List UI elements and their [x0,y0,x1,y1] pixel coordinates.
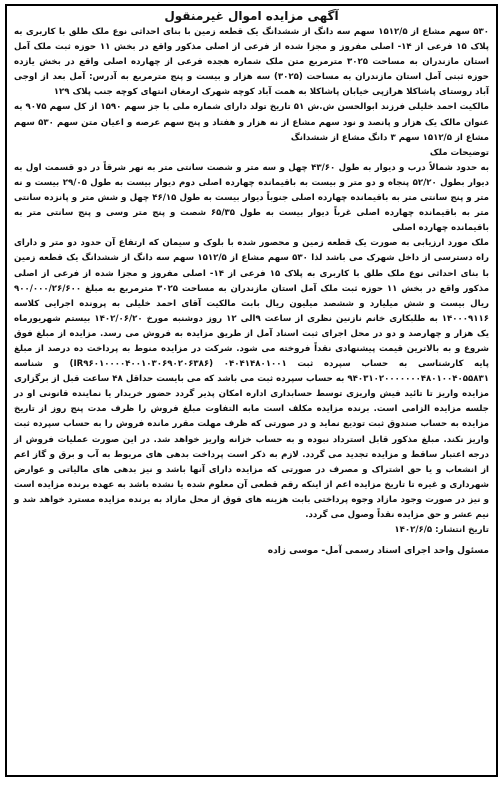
property-intro: ۵۳۰ سهم مشاع از ۱۵۱۲/۵ سهم سه دانگ از ششدانگ یک قطعه زمین با بنای احداثی نوع ملک طلق با کاربری به پلاک ۱۵ فرعی از ۱۴- اصلی مفروز و مجزا شده از فرعی از اصلی مذکور واقع در بخش ۱۱ حوزه ثبت ملک آمل استان مازندران به مساحت ۳۰۲۵ مترمربع متن ملک شماره هجده فرعی از چهارده اصلی واقع در بخش یازده حوزه ثبتی آمل استان مازندران به مساحت (۳۰۲۵) سه هزار و بیست و پنج مترمربع به آدرس: آمل بعد از اوجی آباد روستای پاشاکلا هرازپی خیابان پاشاکلا به همت آباد کوچه شهرک ارمغان انتهای کوچه جنب پلاک ۱۲۹ [14,27,489,98]
publication-date: تاریخ انتشار: ۱۴۰۲/۶/۵ [394,525,489,536]
notice-title: آگهی مزایده اموال غیرمنقول [164,9,339,23]
auction-terms: ملک مورد ارزیابی به صورت یک قطعه زمین و محصور شده با بلوک و سیمان که ارتفاع آن حدود دو متر و دارای راه دسترسی از داخل شهرک می باشد لذا ۵۳۰ سهم مشاع از ۱۵۱۲/۵ سهم سه دانگ از ششدانگ یک قطعه زمین با بنای احداثی نوع ملک طلق با کاربری به پلاک ۱۵ فرعی از ۱۴- اصلی مفروز و مجزا شده از فرعی از اصلی مذکور واقع در بخش ۱۱ حوزه ثبت ملک آمل استان مازندران به مساحت ۳۰۲۵ مترمربع به مبلغ ۹۰۰/۰۰۰/۲۶/۶۰۰ ریال بیست و شش میلیارد و ششصد میلیون ریال بابت مالکیت آقای احمد خلیلی به پرونده اجرایی کلاسه ۱۴۰۰۰۹۱۱۶ به طلبکاری خانم نازنین نظری از ساعت ۹الی ۱۲ روز دوشنبه مورخ ۱۴۰۲/۰۶/۲۰ بیستم شهریورماه یک هزار و چهارصد و دو در محل اجرای ثبت اسناد آمل از طریق مزایده به فروش می رسد. مزایده از مبلغ فوق شروع و به بالاترین قیمت پیشنهادی نقداً فروخته می شود. شرکت در مزایده منوط به پرداخت ده درصد از مبلغ پایه کارشناسی به حساب سپرده ثبت ۰۴۰۴۱۴۸۰۱۰۰۱ (IR۹۶۰۱۰۰۰۰۴۰۰۱۰۳۰۶۹۰۲۰۶۳۸۶) و شناسه ۹۴۰۳۱۰۲۰۰۰۰۰۰۰۴۸۰۱۰۰۴۰۵۵۸۳۱ به حساب سپرده ثبت می باشد که می بایست حداقل ۴۸ ساعت قبل از برگزاری مزایده واریز تا تائید فیش واریزی توسط حسابداری اداره امکان پذیر گردد حضور خریدار یا نماینده قانونی او در جلسه مزایده الزامی است. برنده مزایده مکلف است مابه التفاوت مبلغ فروش را ظرف مدت پنج روز از تاریخ مزایده به حساب صندوق ثبت تودیع نماید و در صورتی که ظرف مهلت مقرر مانده فروش را به حساب سپرده ثبت واریز نکند. مبلغ مذکور قابل استرداد نبوده و به حساب خزانه واریز خواهد شد. در این صورت عملیات فروش از درجه اعتبار ساقط و مزایده تجدید می گردد. لازم به ذکر است پرداخت بدهی های مربوط به آب و برق و گاز اعم از انشعاب و یا حق اشتراک و مصرف در صورتی که مزایده دارای آنها باشد و نیز بدهی های مالیاتی و عوارض شهرداری و غیره تا تاریخ مزایده اعم از اینکه رقم قطعی آن معلوم شده یا نشده باشد به عهده برنده مزایده است و نیز در صورت وجود مازاد وجوه پرداختی بابت هزینه های فوق از محل مازاد به برنده مزایده مسترد خواهد شد و نیم عشر و حق مزایده نقداً وصول می گردد. [14,238,490,520]
description-heading: توضیحات ملک [429,147,489,158]
property-boundaries: به حدود شمالاً درب و دیوار به طول ۴۳/۶۰ چهل و سه متر و شصت سانتی متر به نهر شرقاً در دو قسمت اول به دیوار بطول ۵۲/۲۰ پنجاه و دو متر و بیست به باقیمانده چهارده اصلی دوم دیوار بیست به طول ۲۹/۰۵ بیست و نه متر و پنج سانتی متر به باقیمانده چهارده اصلی جنوباً دیوار بیست به طول ۴۶/۱۵ چهل و شش متر و پانزده سانتی متر به باقیمانده چهارده اصلی غرباً دیوار بیست به طول ۶۵/۳۵ شصت و پنج متر وسی و پنج سانتی متر به باقیمانده چهارده اصلی [14,162,489,234]
owner-info: مالکیت احمد خلیلی فرزند ابوالحسن ش.ش ۵۱ تاریخ تولد دارای شماره ملی با جز سهم ۱۵۹۰ از کل سهم ۹۰۷۵ به عنوان مالک یک هزار و پانصد و نود سهم مشاع از نه هزار و هفتاد و پنج سهم عرصه و اعیان متن سهم ۵۳۰ سهم مشاع از ۱۵۱۲/۵ سهم ۳ دانگ مشاع از ششدانگ [14,102,489,143]
auction-notice [5,4,498,777]
signature-line: مسئول واحد اجرای اسناد رسمی آمل- موسی زاده [267,546,489,557]
